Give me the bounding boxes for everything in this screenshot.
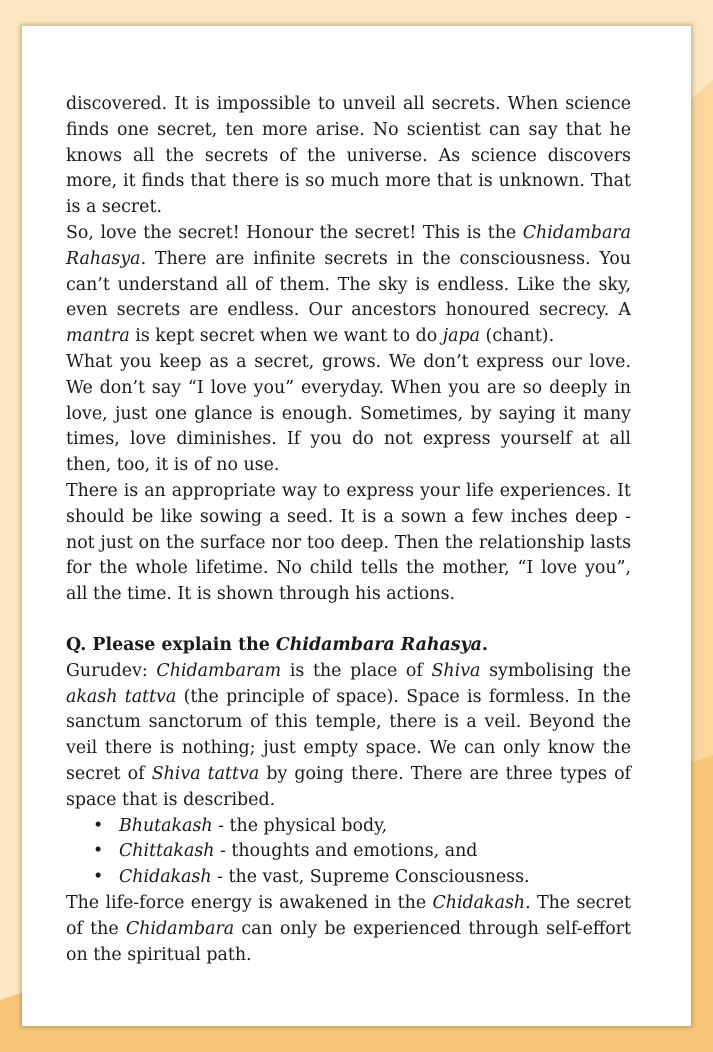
italic-term: Chidambara xyxy=(125,918,235,939)
italic-term: Chittakash xyxy=(119,841,215,862)
text-run: So, love the secret! Honour the secret! This is the xyxy=(66,222,523,243)
paragraph-4-text: There is an appropriate way to express your life experiences. It should be like sowing a seed. It is a sown a few inches deep - not just on the surface nor too deep. Then the relationship lasts for the whole lifetime. No child tells the mother, “I love you”, all the time. It is shown through his actions. xyxy=(66,480,631,605)
text-run: . xyxy=(481,634,488,655)
paragraph-2 xyxy=(66,221,631,350)
list-item xyxy=(66,839,631,865)
answer-paragraph xyxy=(66,659,631,814)
text-run: Gurudev: xyxy=(66,660,157,681)
space-types-list xyxy=(66,814,631,891)
text-run: . The secret of the xyxy=(66,892,631,939)
text-run: can only be experienced through self-effort on the spiritual path. xyxy=(66,918,631,965)
page-text xyxy=(66,92,631,968)
text-run: symbolising the xyxy=(480,660,632,681)
paragraph-1 xyxy=(66,92,631,221)
text-run: . There are infinite secrets in the consciousness. You can’t understand all of them. The sky is endless. Like the sky, even secrets are endless. Our ancestors honoured secrecy. A xyxy=(66,248,631,321)
italic-term: Chidambaram xyxy=(156,660,282,681)
section-gap xyxy=(66,608,631,633)
italic-term: Shiva xyxy=(431,660,481,681)
text-run: - thoughts and emotions, and xyxy=(214,841,478,862)
italic-term: Shiva tattva xyxy=(151,763,260,784)
text-run: - the vast, Supreme Consciousness. xyxy=(211,867,530,888)
closing-paragraph xyxy=(66,891,631,968)
italic-term: Chidakash xyxy=(119,867,212,888)
italic-term: mantra xyxy=(66,326,130,347)
italic-term: japa xyxy=(442,326,480,347)
italic-term: Chidambara Rahasya xyxy=(66,222,631,269)
list-item xyxy=(66,865,631,891)
italic-term: Chidambara Rahasya xyxy=(275,634,482,655)
bullet-icon: • xyxy=(93,815,104,836)
paragraph-4 xyxy=(66,479,631,608)
paragraph-3-text: What you keep as a secret, grows. We don’t express our love. We don’t say “I love you” everyday. When you are so deeply in love, just one glance is enough. Sometimes, by saying it many times, love diminishes. If you do not express yourself at all then, too, it is of no use. xyxy=(66,351,631,476)
text-run: Q. Please explain the xyxy=(66,634,276,655)
list-item xyxy=(66,814,631,840)
italic-term: Chidakash xyxy=(432,892,526,913)
paragraph-3 xyxy=(66,350,631,479)
text-run: is kept secret when we want to do xyxy=(129,326,443,347)
italic-term: akash tattva xyxy=(66,686,177,707)
text-run: by going there. There are three types of space that is described. xyxy=(66,763,631,810)
text-run: is the place of xyxy=(281,660,432,681)
text-run: (the principle of space). Space is formless. In the sanctum sanctorum of this temple, there is a veil. Beyond the veil there is nothing; just empty space. We can only know the secret of xyxy=(66,686,631,784)
text-run: The life-force energy is awakened in the xyxy=(66,892,433,913)
bullet-icon: • xyxy=(93,867,104,888)
text-run: - the physical body, xyxy=(212,815,388,836)
question-heading xyxy=(66,633,631,659)
bullet-icon: • xyxy=(93,841,104,862)
text-run: (chant). xyxy=(480,326,555,347)
italic-term: Bhutakash xyxy=(119,815,213,836)
paragraph-1-text: discovered. It is impossible to unveil all secrets. When science finds one secret, ten more arise. No scientist can say that he knows all the secrets of the universe. As science discovers more, it finds that there is so much more that is unknown. That is a secret. xyxy=(66,94,631,218)
